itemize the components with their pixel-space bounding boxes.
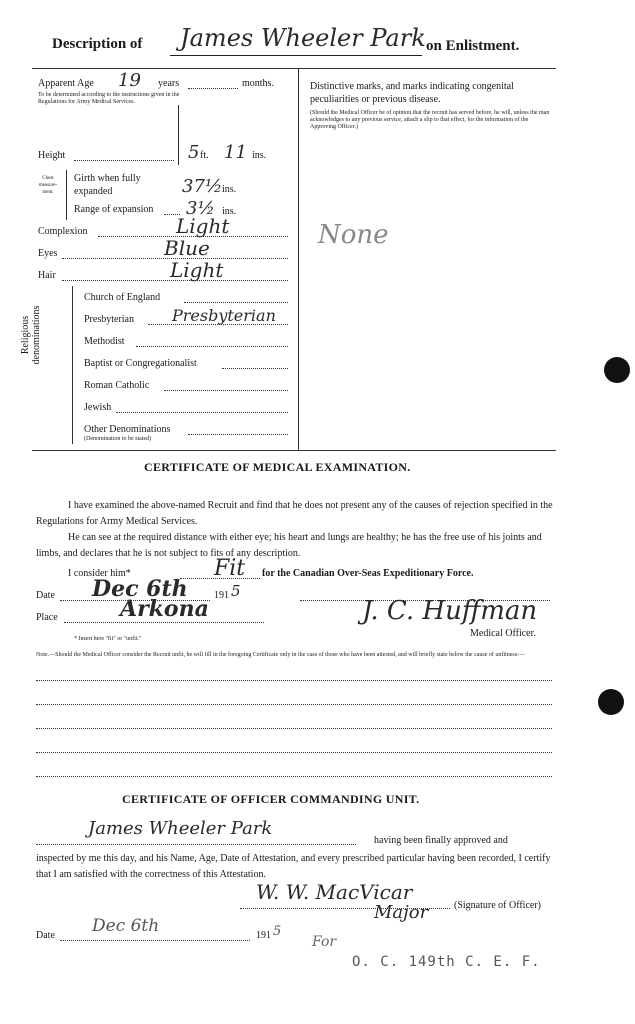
- commanding-date-label: Date: [36, 930, 55, 941]
- range-label: Range of expansion: [74, 204, 154, 215]
- girth-unit: ins.: [222, 184, 237, 195]
- medical-title: CERTIFICATE OF MEDICAL EXAMINATION.: [144, 460, 411, 474]
- medical-para1: I have examined the above-named Recruit and find that he does not present any of the causes of rejection specified in the Regulations for Army Medical Services.: [36, 500, 553, 527]
- presbyterian-label: Presbyterian: [84, 314, 134, 325]
- commanding-title: CERTIFICATE OF OFFICER COMMANDING UNIT.: [122, 792, 420, 806]
- sig-label: (Signature of Officer): [454, 900, 542, 911]
- medical-year-suffix: 5: [231, 582, 241, 600]
- hair-label: Hair: [38, 270, 56, 281]
- medical-date-value: Dec 6th: [92, 576, 188, 602]
- medical-signature: J. C. Huffman: [362, 596, 538, 626]
- age-label: Apparent Age: [38, 78, 94, 89]
- chest-bracket: [66, 170, 67, 220]
- girth-label: Girth when fully expanded: [74, 173, 141, 197]
- other-denominations-label: Other Denominations: [84, 424, 171, 435]
- commanding-rank: Major: [374, 902, 429, 923]
- height-label: Height: [38, 150, 66, 161]
- complexion-label: Complexion: [38, 226, 88, 237]
- months-label: months.: [242, 78, 274, 89]
- height-inches: 11: [224, 142, 247, 163]
- methodist-label: Methodist: [84, 336, 125, 347]
- consider-prefix: I consider him*: [68, 568, 131, 579]
- place-value: Arkona: [120, 596, 209, 622]
- age-note: To be determined according to the instructions given in the Regulations for Army Medical Services.: [38, 92, 180, 105]
- eyes-label: Eyes: [38, 248, 58, 259]
- medical-para2: He can see at the required distance with either eye; his heart and lungs are healthy; he has the free use of his joints and limbs, and declares that he is not subject to fits of any description.: [36, 532, 542, 559]
- jewish-label: Jewish: [84, 402, 112, 413]
- commanding-year-prefix: 191: [256, 930, 271, 941]
- chest-side-label: Chest measure-ment.: [38, 176, 58, 195]
- header-suffix: on Enlistment.: [426, 38, 520, 54]
- medical-officer-label: Medical Officer.: [470, 628, 536, 639]
- other-denominations-note: (Denomination to be stated): [84, 436, 152, 442]
- commanding-year-suffix: 5: [273, 924, 282, 939]
- medical-note: Note.—Should the Medical Officer consider the Recruit unfit, he will fill in the foregoing Certificate only in the case of those who have been attested, and will briefly state below the cause of unfitness:—: [36, 652, 525, 658]
- unit-stamp: O. C. 149th C. E. F.: [352, 954, 541, 970]
- punch-hole-top: [604, 357, 630, 383]
- place-label: Place: [36, 612, 58, 623]
- years-label: years: [158, 78, 180, 89]
- name-underline: [170, 55, 422, 56]
- religion-bracket: [72, 286, 73, 444]
- range-value: 3½: [186, 198, 215, 219]
- insert-note: * Insert here "fit" or "unfit.": [74, 636, 142, 642]
- distinctive-title: Distinctive marks, and marks indicating congenital peculiarities or previous disease.: [310, 81, 514, 105]
- height-ft-label: ft.: [200, 150, 209, 161]
- distinctive-note: (Should the Medical Officer be of opinion that the recruit has served before, he will, unless the man acknowledges to any previous service, attach a slip to that effect, for the information of the Approving Officer.): [310, 110, 550, 130]
- presbyterian-value: Presbyterian: [172, 306, 276, 325]
- consider-suffix: for the Canadian Over-Seas Expeditionary Force.: [262, 568, 474, 579]
- height-feet: 5: [188, 142, 200, 163]
- hair-value: Light: [170, 258, 224, 282]
- for-text: For: [312, 934, 337, 950]
- commanding-name: James Wheeler Park: [88, 818, 273, 839]
- roman-catholic-label: Roman Catholic: [84, 380, 150, 391]
- commanding-date-value: Dec 6th: [92, 916, 160, 936]
- age-years-value: 19: [118, 70, 141, 91]
- medical-date-label: Date: [36, 590, 55, 601]
- range-unit: ins.: [222, 206, 237, 217]
- commanding-text2: inspected by me this day, and his Name, Age, Date of Attestation, and every prescribed particular having been recorded, I certify that I am satisfied with the correctness of this Attestation.: [36, 853, 551, 880]
- commanding-signature: W. W. MacVicar: [256, 880, 413, 904]
- fit-value: Fit: [214, 556, 246, 581]
- distinctive-value: None: [318, 220, 389, 250]
- medical-year-prefix: 191: [214, 590, 229, 601]
- height-ins-label: ins.: [252, 150, 267, 161]
- religion-side-label: Religious denominations: [20, 305, 42, 365]
- baptist-label: Baptist or Congregationalist: [84, 358, 197, 369]
- church-england-label: Church of England: [84, 292, 161, 303]
- column-divider: [298, 68, 299, 450]
- eyes-value: Blue: [164, 236, 210, 260]
- recruit-name: James Wheeler Park: [180, 24, 426, 52]
- top-border: [32, 68, 556, 69]
- girth-value: 37½: [182, 176, 223, 197]
- complexion-value: Light: [176, 214, 230, 238]
- section-border: [32, 450, 556, 451]
- commanding-text1: having been finally approved and: [374, 835, 508, 846]
- header-prefix: Description of: [52, 36, 143, 52]
- punch-hole-bottom: [598, 689, 624, 715]
- age-divider: [178, 105, 179, 165]
